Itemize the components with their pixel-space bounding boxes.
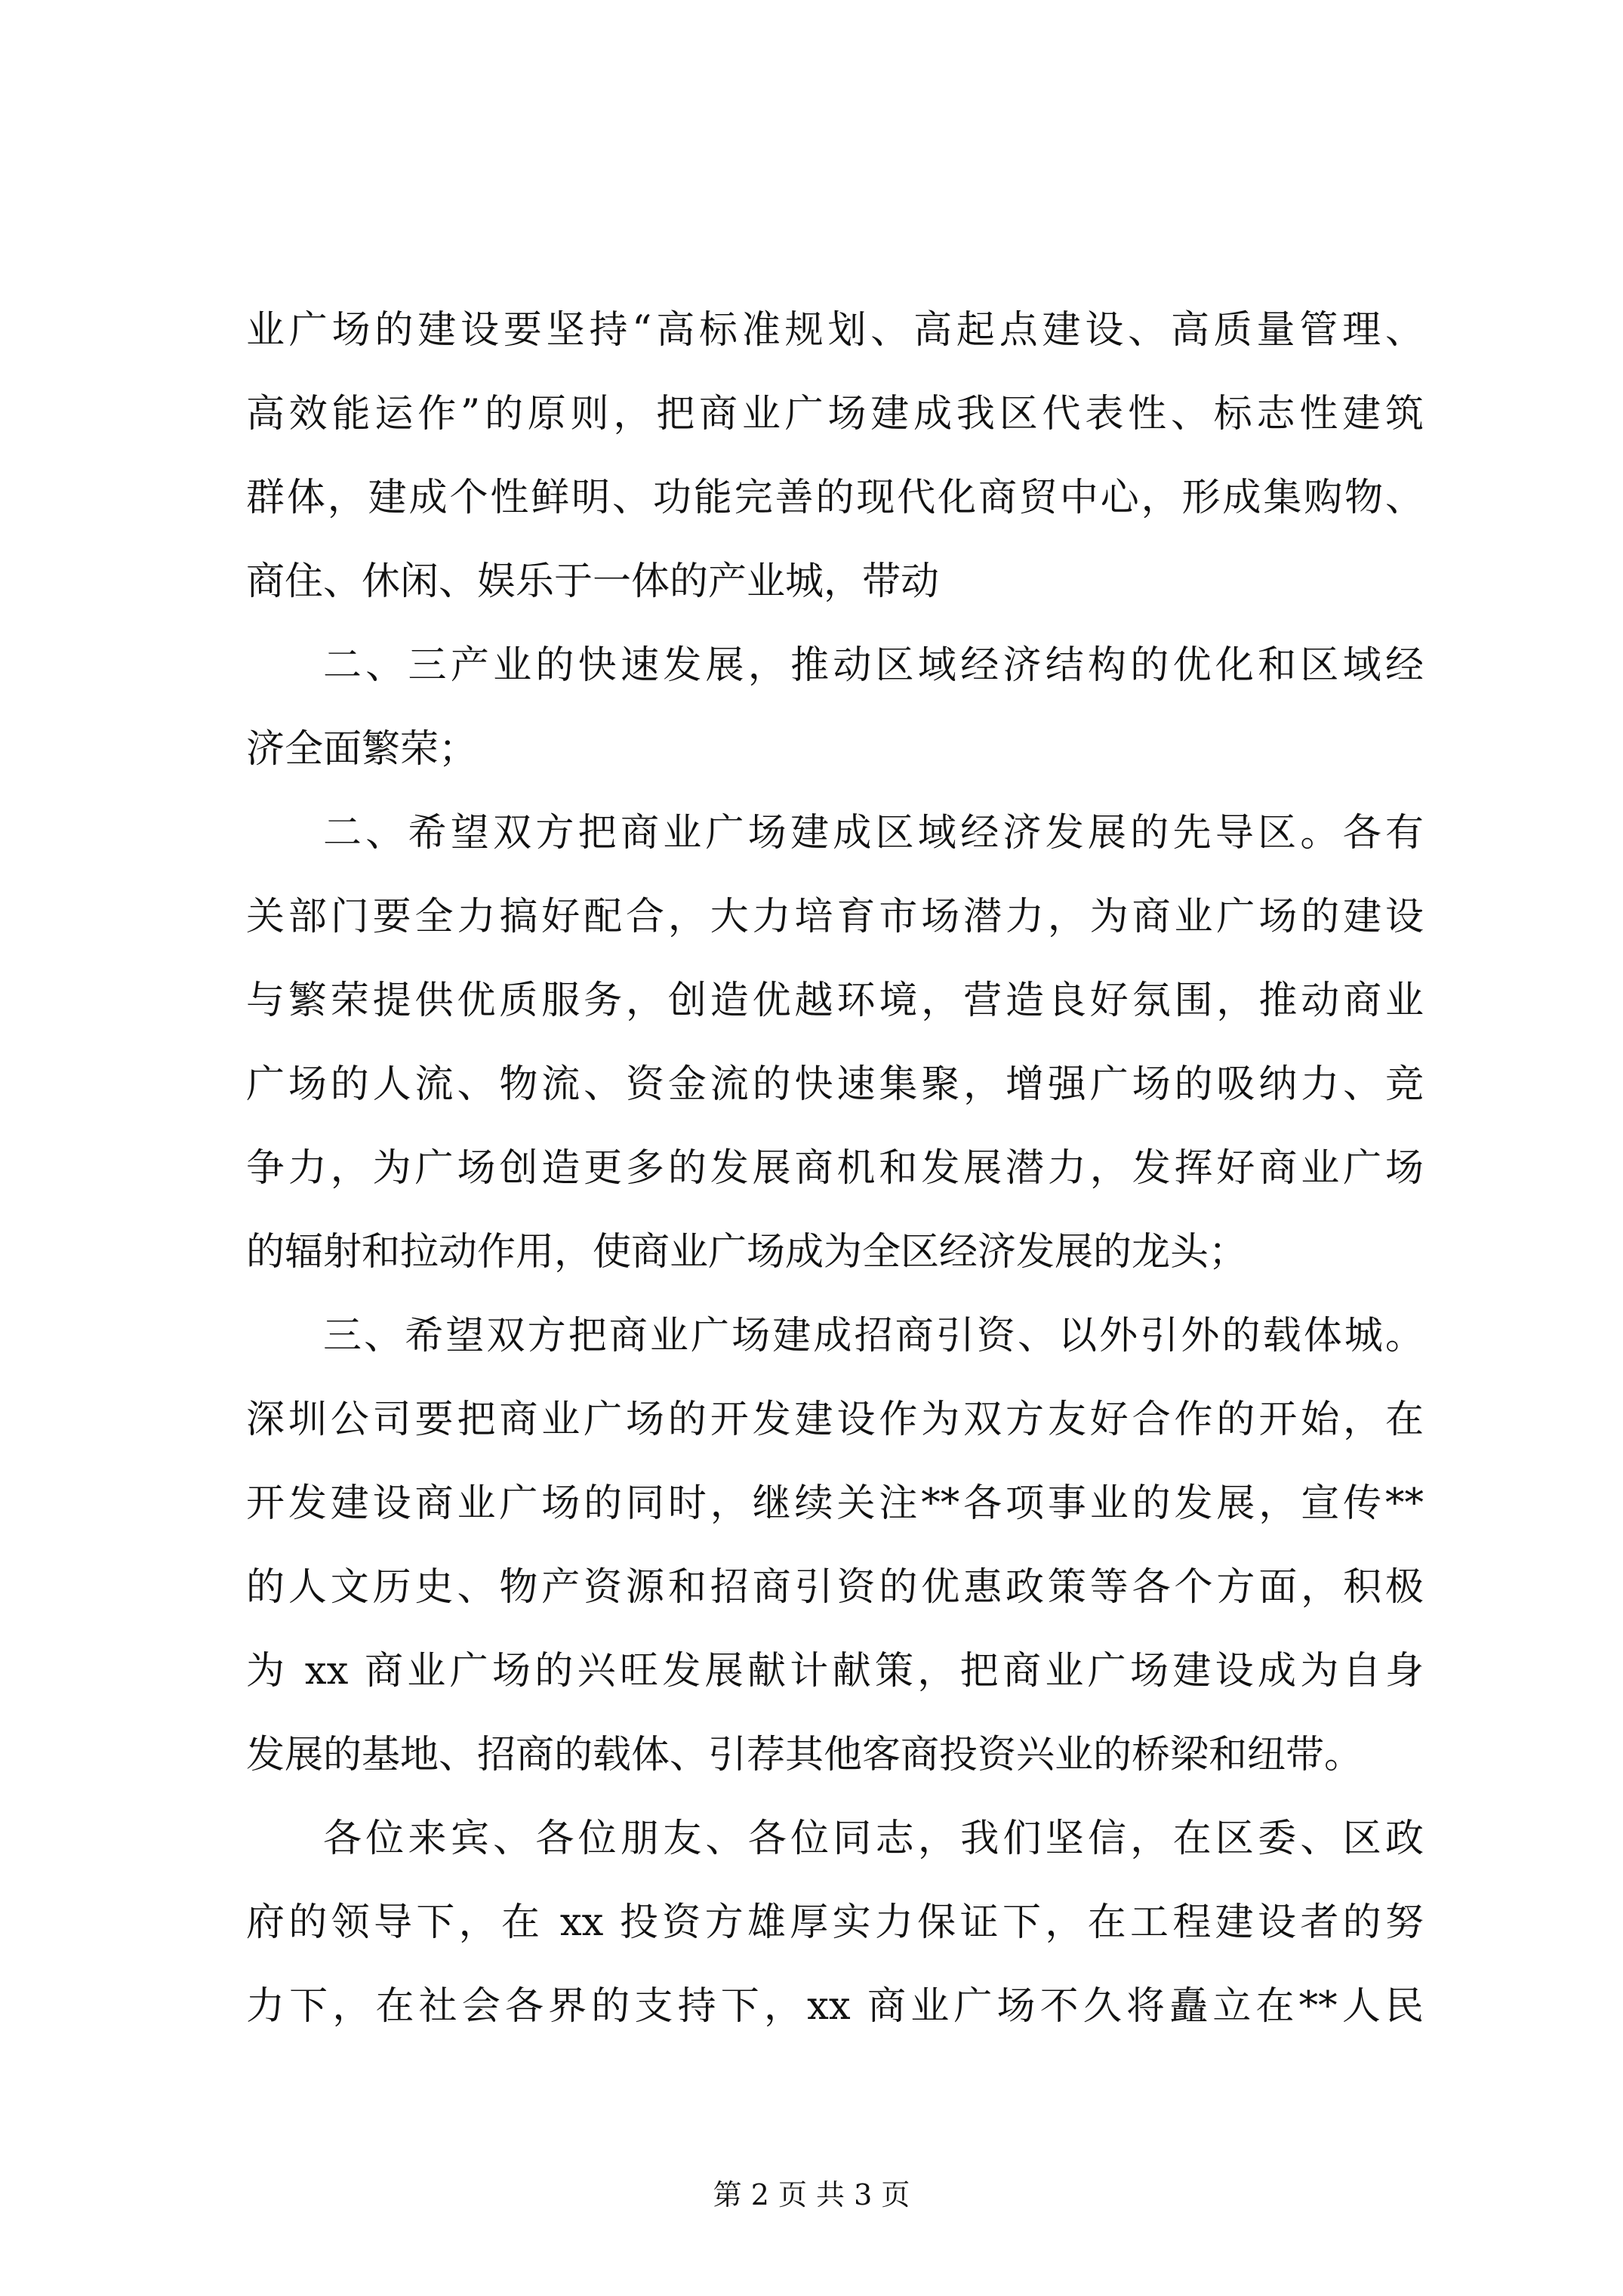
text-line: 的人文历史、物产资源和招商引资的优惠政策等各个方面，积极 <box>246 1565 1424 1610</box>
text-line: 为 xx 商业广场的兴旺发展献计献策，把商业广场建设成为自身 <box>246 1649 1424 1693</box>
text-line: 业广场的建设要坚持“高标准规划、高起点建设、高质量管理、 <box>246 308 1424 353</box>
text-line: 关部门要全力搞好配合，大力培育市场潜力，为商业广场的建设 <box>246 895 1424 939</box>
text-line: 深圳公司要把商业广场的开发建设作为双方友好合作的开始，在 <box>246 1398 1424 1442</box>
text-line: 二、三产业的快速发展，推动区域经济结构的优化和区域经 <box>323 643 1424 688</box>
text-line: 争力，为广场创造更多的发展商机和发展潜力，发挥好商业广场 <box>246 1146 1424 1191</box>
text-line: 高效能运作”的原则，把商业广场建成我区代表性、标志性建筑 <box>246 392 1424 436</box>
text-line: 开发建设商业广场的同时，继续关注**各项事业的发展，宣传** <box>246 1481 1424 1526</box>
text-line: 三、希望双方把商业广场建成招商引资、以外引外的载体城。 <box>323 1314 1424 1358</box>
text-line: 府的领导下，在 xx 投资方雄厚实力保证下，在工程建设者的努 <box>246 1900 1424 1945</box>
text-line: 群体，建成个性鲜明、功能完善的现代化商贸中心，形成集购物、 <box>246 476 1424 520</box>
text-line: 济全面繁荣； <box>246 727 478 772</box>
text-line: 二、希望双方把商业广场建成区域经济发展的先导区。各有 <box>323 811 1424 855</box>
text-line: 各位来宾、各位朋友、各位同志，我们坚信，在区委、区政 <box>323 1817 1424 1861</box>
text-line: 广场的人流、物流、资金流的快速集聚，增强广场的吸纳力、竞 <box>246 1062 1424 1107</box>
text-line: 力下，在社会各界的支持下，xx 商业广场不久将矗立在**人民 <box>246 1984 1424 2029</box>
text-line: 发展的基地、招商的载体、引荐其他客商投资兴业的桥梁和纽带。 <box>246 1733 1363 1777</box>
text-line: 的辐射和拉动作用，使商业广场成为全区经济发展的龙头； <box>246 1230 1248 1274</box>
page-footer: 第 2 页 共 3 页 <box>713 2178 910 2211</box>
document-body <box>246 288 1424 2048</box>
text-line: 与繁荣提供优质服务，创造优越环境，营造良好氛围，推动商业 <box>246 978 1424 1023</box>
text-line: 商住、休闲、娱乐于一体的产业城，带动 <box>246 559 940 604</box>
